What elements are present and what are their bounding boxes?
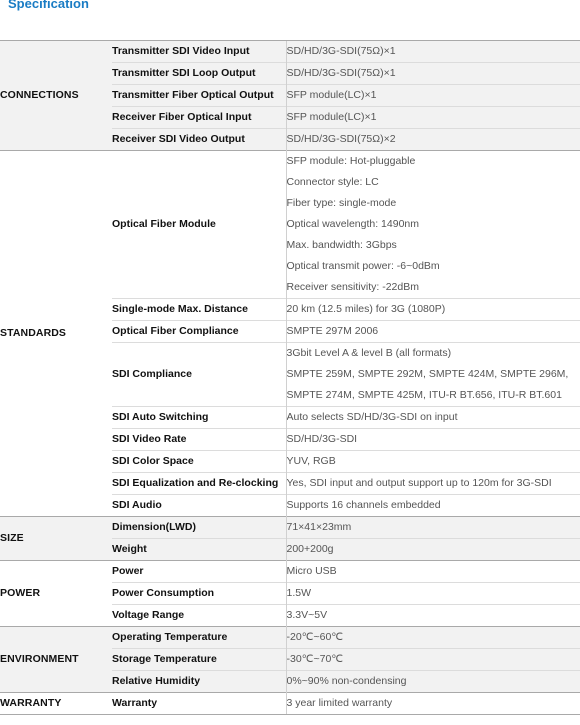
- specification-table-body: [0, 41, 580, 715]
- parameter-value: YUV, RGB: [286, 451, 580, 473]
- section-label: SIZE: [0, 517, 112, 561]
- parameter-name: Relative Humidity: [112, 671, 286, 693]
- parameter-name: Single-mode Max. Distance: [112, 299, 286, 321]
- parameter-value: Optical wavelength: 1490nm: [286, 214, 580, 235]
- parameter-value: Micro USB: [286, 561, 580, 583]
- parameter-value: 3Gbit Level A & level B (all formats): [286, 343, 580, 365]
- parameter-value: Connector style: LC: [286, 172, 580, 193]
- parameter-name: Power: [112, 561, 286, 583]
- parameter-name: Transmitter Fiber Optical Output: [112, 85, 286, 107]
- parameter-name: SDI Color Space: [112, 451, 286, 473]
- parameter-value: 71×41×23mm: [286, 517, 580, 539]
- parameter-name: Weight: [112, 539, 286, 561]
- parameter-value: SD/HD/3G-SDI(75Ω)×1: [286, 41, 580, 63]
- table-row: [0, 517, 580, 539]
- parameter-value: -20℃~60℃: [286, 627, 580, 649]
- table-row: [0, 41, 580, 63]
- parameter-name: Optical Fiber Compliance: [112, 321, 286, 343]
- parameter-name: Dimension(LWD): [112, 517, 286, 539]
- parameter-value: 0%~90% non-condensing: [286, 671, 580, 693]
- parameter-value: SFP module(LC)×1: [286, 107, 580, 129]
- parameter-value: SMPTE 259M, SMPTE 292M, SMPTE 424M, SMPTE 296M,: [286, 364, 580, 385]
- parameter-name: Power Consumption: [112, 583, 286, 605]
- parameter-value: -30℃~70℃: [286, 649, 580, 671]
- parameter-value: SFP module(LC)×1: [286, 85, 580, 107]
- table-row: [0, 693, 580, 715]
- parameter-value: Auto selects SD/HD/3G-SDI on input: [286, 407, 580, 429]
- parameter-value: SMPTE 297M 2006: [286, 321, 580, 343]
- parameter-value: Receiver sensitivity: -22dBm: [286, 277, 580, 299]
- parameter-name: SDI Auto Switching: [112, 407, 286, 429]
- section-label: STANDARDS: [0, 151, 112, 517]
- section-label: ENVIRONMENT: [0, 627, 112, 693]
- parameter-name: Receiver Fiber Optical Input: [112, 107, 286, 129]
- parameter-value: 3.3V~5V: [286, 605, 580, 627]
- parameter-value: Fiber type: single-mode: [286, 193, 580, 214]
- parameter-value: SD/HD/3G-SDI(75Ω)×1: [286, 63, 580, 85]
- table-row: [0, 561, 580, 583]
- parameter-name: SDI Audio: [112, 495, 286, 517]
- page-title: Specification: [8, 0, 89, 11]
- parameter-value: 200+200g: [286, 539, 580, 561]
- parameter-name: SDI Compliance: [112, 343, 286, 407]
- parameter-name: Optical Fiber Module: [112, 151, 286, 299]
- parameter-name: Operating Temperature: [112, 627, 286, 649]
- parameter-value: Optical transmit power: -6~0dBm: [286, 256, 580, 277]
- parameter-name: Warranty: [112, 693, 286, 715]
- parameter-name: Voltage Range: [112, 605, 286, 627]
- parameter-value: SMPTE 274M, SMPTE 425M, ITU-R BT.656, ITU-R BT.601: [286, 385, 580, 407]
- table-row: [0, 627, 580, 649]
- specification-table: [0, 40, 580, 715]
- parameter-value: Supports 16 channels embedded: [286, 495, 580, 517]
- parameter-value: SD/HD/3G-SDI(75Ω)×2: [286, 129, 580, 151]
- parameter-name: SDI Equalization and Re-clocking: [112, 473, 286, 495]
- parameter-value: 3 year limited warranty: [286, 693, 580, 715]
- table-row: [0, 151, 580, 173]
- parameter-value: 20 km (12.5 miles) for 3G (1080P): [286, 299, 580, 321]
- parameter-value: Max. bandwidth: 3Gbps: [286, 235, 580, 256]
- section-label: WARRANTY: [0, 693, 112, 715]
- parameter-value: SFP module: Hot-pluggable: [286, 151, 580, 173]
- parameter-value: 1.5W: [286, 583, 580, 605]
- section-label: POWER: [0, 561, 112, 627]
- parameter-name: Transmitter SDI Loop Output: [112, 63, 286, 85]
- parameter-name: Transmitter SDI Video Input: [112, 41, 286, 63]
- parameter-value: Yes, SDI input and output support up to 120m for 3G-SDI: [286, 473, 580, 495]
- parameter-name: SDI Video Rate: [112, 429, 286, 451]
- parameter-name: Receiver SDI Video Output: [112, 129, 286, 151]
- section-label: CONNECTIONS: [0, 41, 112, 151]
- parameter-value: SD/HD/3G-SDI: [286, 429, 580, 451]
- parameter-name: Storage Temperature: [112, 649, 286, 671]
